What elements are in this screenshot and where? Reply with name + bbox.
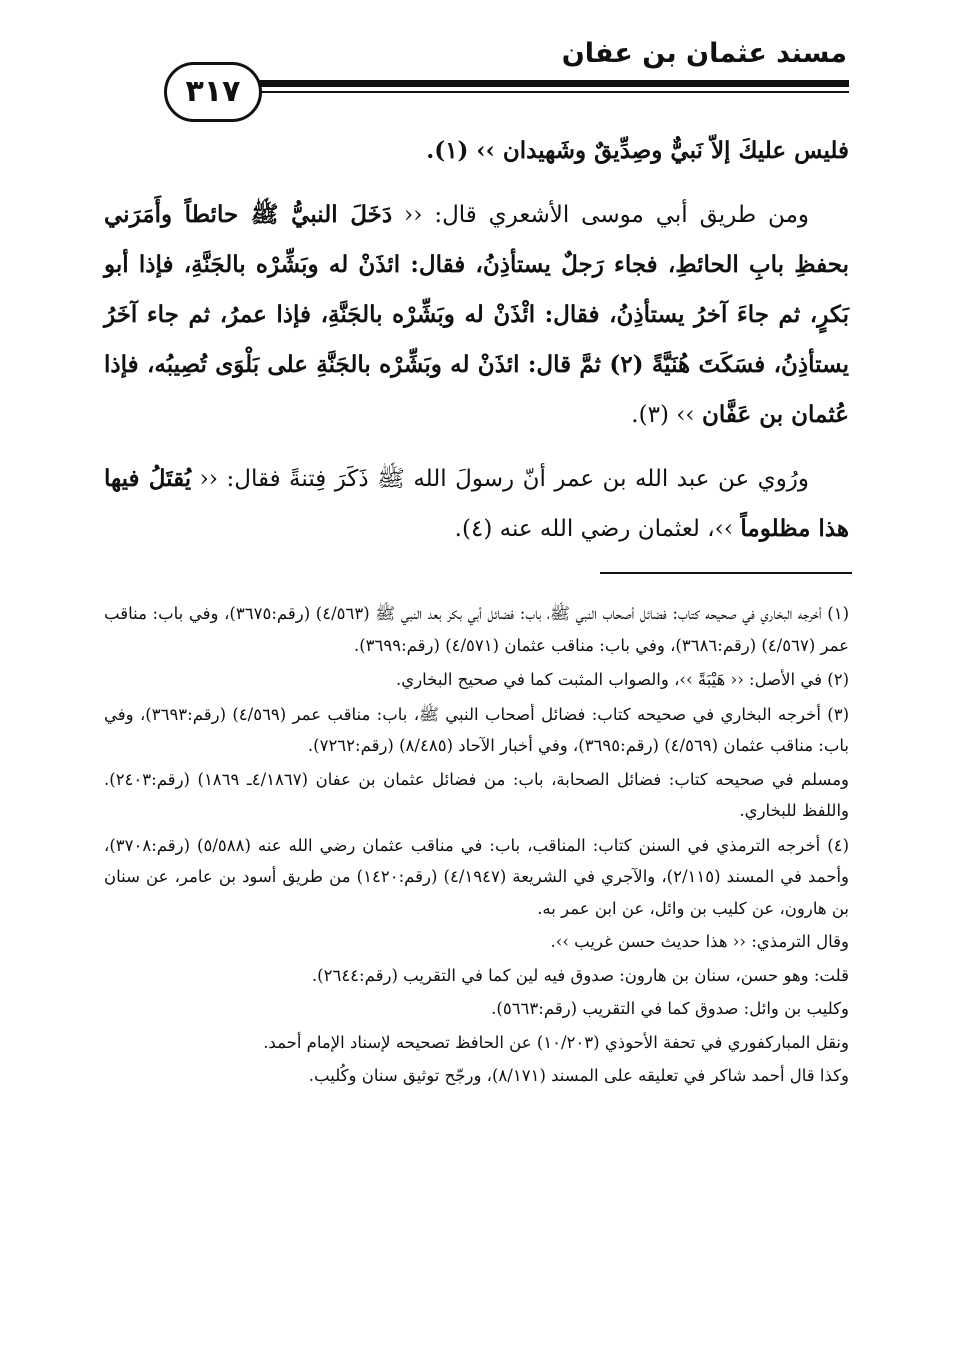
header-rule xyxy=(250,80,849,93)
paragraph-2-intro: ومن طريق أبي موسى الأشعري قال: ‹‹ xyxy=(404,202,809,228)
footnote-4-grading: قلت: وهو حسن، سنان بن هارون: صدوق فيه لين كما في التقريب (رقم:٢٦٤٤). xyxy=(311,965,849,985)
footnote-3: (٣) أخرجه البخاري في صحيحه كتاب: فضائل أصحاب النبي ﷺ، باب: مناقب عمر (٤/٥٦٩) (رقم:٣٦٩٣)، وفي باب: مناقب عثمان (٤/٥٦٩) (رقم:٣٦٩٥)، وفي أخبار الآحاد (٨/٤٨٥) (رقم:٧٢٦٢). xyxy=(104,704,849,755)
footnotes xyxy=(104,598,849,1092)
footnote-4-kulayb: وكليب بن وائل: صدوق كما في التقريب (رقم:٥٦٦٣). xyxy=(491,999,849,1018)
paragraph-3 xyxy=(104,454,849,554)
running-title: مسند عثمان بن عفان xyxy=(561,38,847,69)
footnote-3-continuation: ومسلم في صحيحه كتاب: فضائل الصحابة، باب: من فضائل عثمان بن عفان (٤/١٨٦٧ـ ١٨٦٩) (رقم:٢٤٠٣). واللفظ للبخاري. xyxy=(104,769,850,820)
main-text xyxy=(104,126,849,554)
paragraph-1-text: فليس عليكَ إلاّ نَبيٌّ وصِدِّيقٌ وشَهيدان ›› (١). xyxy=(426,137,849,164)
paragraph-2-end: ›› (٣). xyxy=(631,402,695,428)
footnote-1: (١) أخرجه البخاري في صحيحه كتاب: فضائل أصحاب النبي ﷺ، باب: فضائل أبي بكر بعد النبي ﷺ (٤/٥٦٣) (رقم:٣٦٧٥)، وفي باب: مناقب عمر (٤/٥٦٧) (رقم:٣٦٨٦)، وفي باب: مناقب عثمان (٤/٥٧١) (رقم:٣٦٩٩). xyxy=(104,604,849,655)
paragraph-3-end: ››، لعثمان رضي الله عنه (٤). xyxy=(454,516,734,542)
paragraph-2 xyxy=(104,190,849,440)
footnote-separator xyxy=(600,572,852,574)
footnote-4-shakir: وكذا قال أحمد شاكر في تعليقه على المسند (٨/١٧١)، ورجّح توثيق سنان وكُليب. xyxy=(308,1066,849,1085)
footnote-2: (٢) في الأصل: ‹‹ هَيْبَةً ››، والصواب المثبت كما في صحيح البخاري. xyxy=(396,670,849,689)
paragraph-2-quote: دَخَلَ النبيُّ ﷺ حائطاً وأَمَرَني بحفظِ بابِ الحائطِ، فجاء رَجلٌ يستأذِنُ، فقال: ائذَنْ له وبَشِّرْه بالجَنَّةِ، فإذا أبو بَكرٍ، ثم جاءَ آخرُ يستأذِنُ، فقال: ائْذَنْ له وبَشِّرْه بالجَنَّةِ، فإذا عمرُ، ثم جاء آخَرُ يستأذِنُ، فسَكَتَ هُنَيَّةً (٢) ثمَّ قال: ائذَنْ له وبَشِّرْه بالجَنَّةِ على بَلْوَى تُصِيبُه، فإذا عُثمان بن عَفَّان xyxy=(104,201,850,428)
paragraph-3-intro: ورُوي عن عبد الله بن عمر أنّ رسولَ الله ﷺ ذَكَرَ فِتنةً فقال: ‹‹ xyxy=(199,466,810,492)
page-number: ٣١٧ xyxy=(164,62,262,122)
footnote-4-tirmidhi-note: وقال الترمذي: ‹‹ هذا حديث حسن غريب ››. xyxy=(550,932,849,951)
footnote-4: (٤) أخرجه الترمذي في السنن كتاب: المناقب، باب: في مناقب عثمان رضي الله عنه (٥/٥٨٨) (رقم:٣٧٠٨)، وأحمد في المسند (٢/١١٥)، والآجري في الشريعة (٤/١٩٤٧) (رقم:١٤٢٠) من طريق أسود بن عامر، عن سنان بن هارون، عن كليب بن وائل، عن ابن عمر به. xyxy=(104,835,850,918)
paragraph-3-quote: يُقتَلُ فيها هذا مظلوماً xyxy=(104,465,849,542)
paragraph-1 xyxy=(104,126,849,176)
footnote-4-mubarakfuri: ونقل المباركفوري في تحفة الأحوذي (١٠/٢٠٣) عن الحافظ تصحيحه لإسناد الإمام أحمد. xyxy=(263,1032,849,1052)
